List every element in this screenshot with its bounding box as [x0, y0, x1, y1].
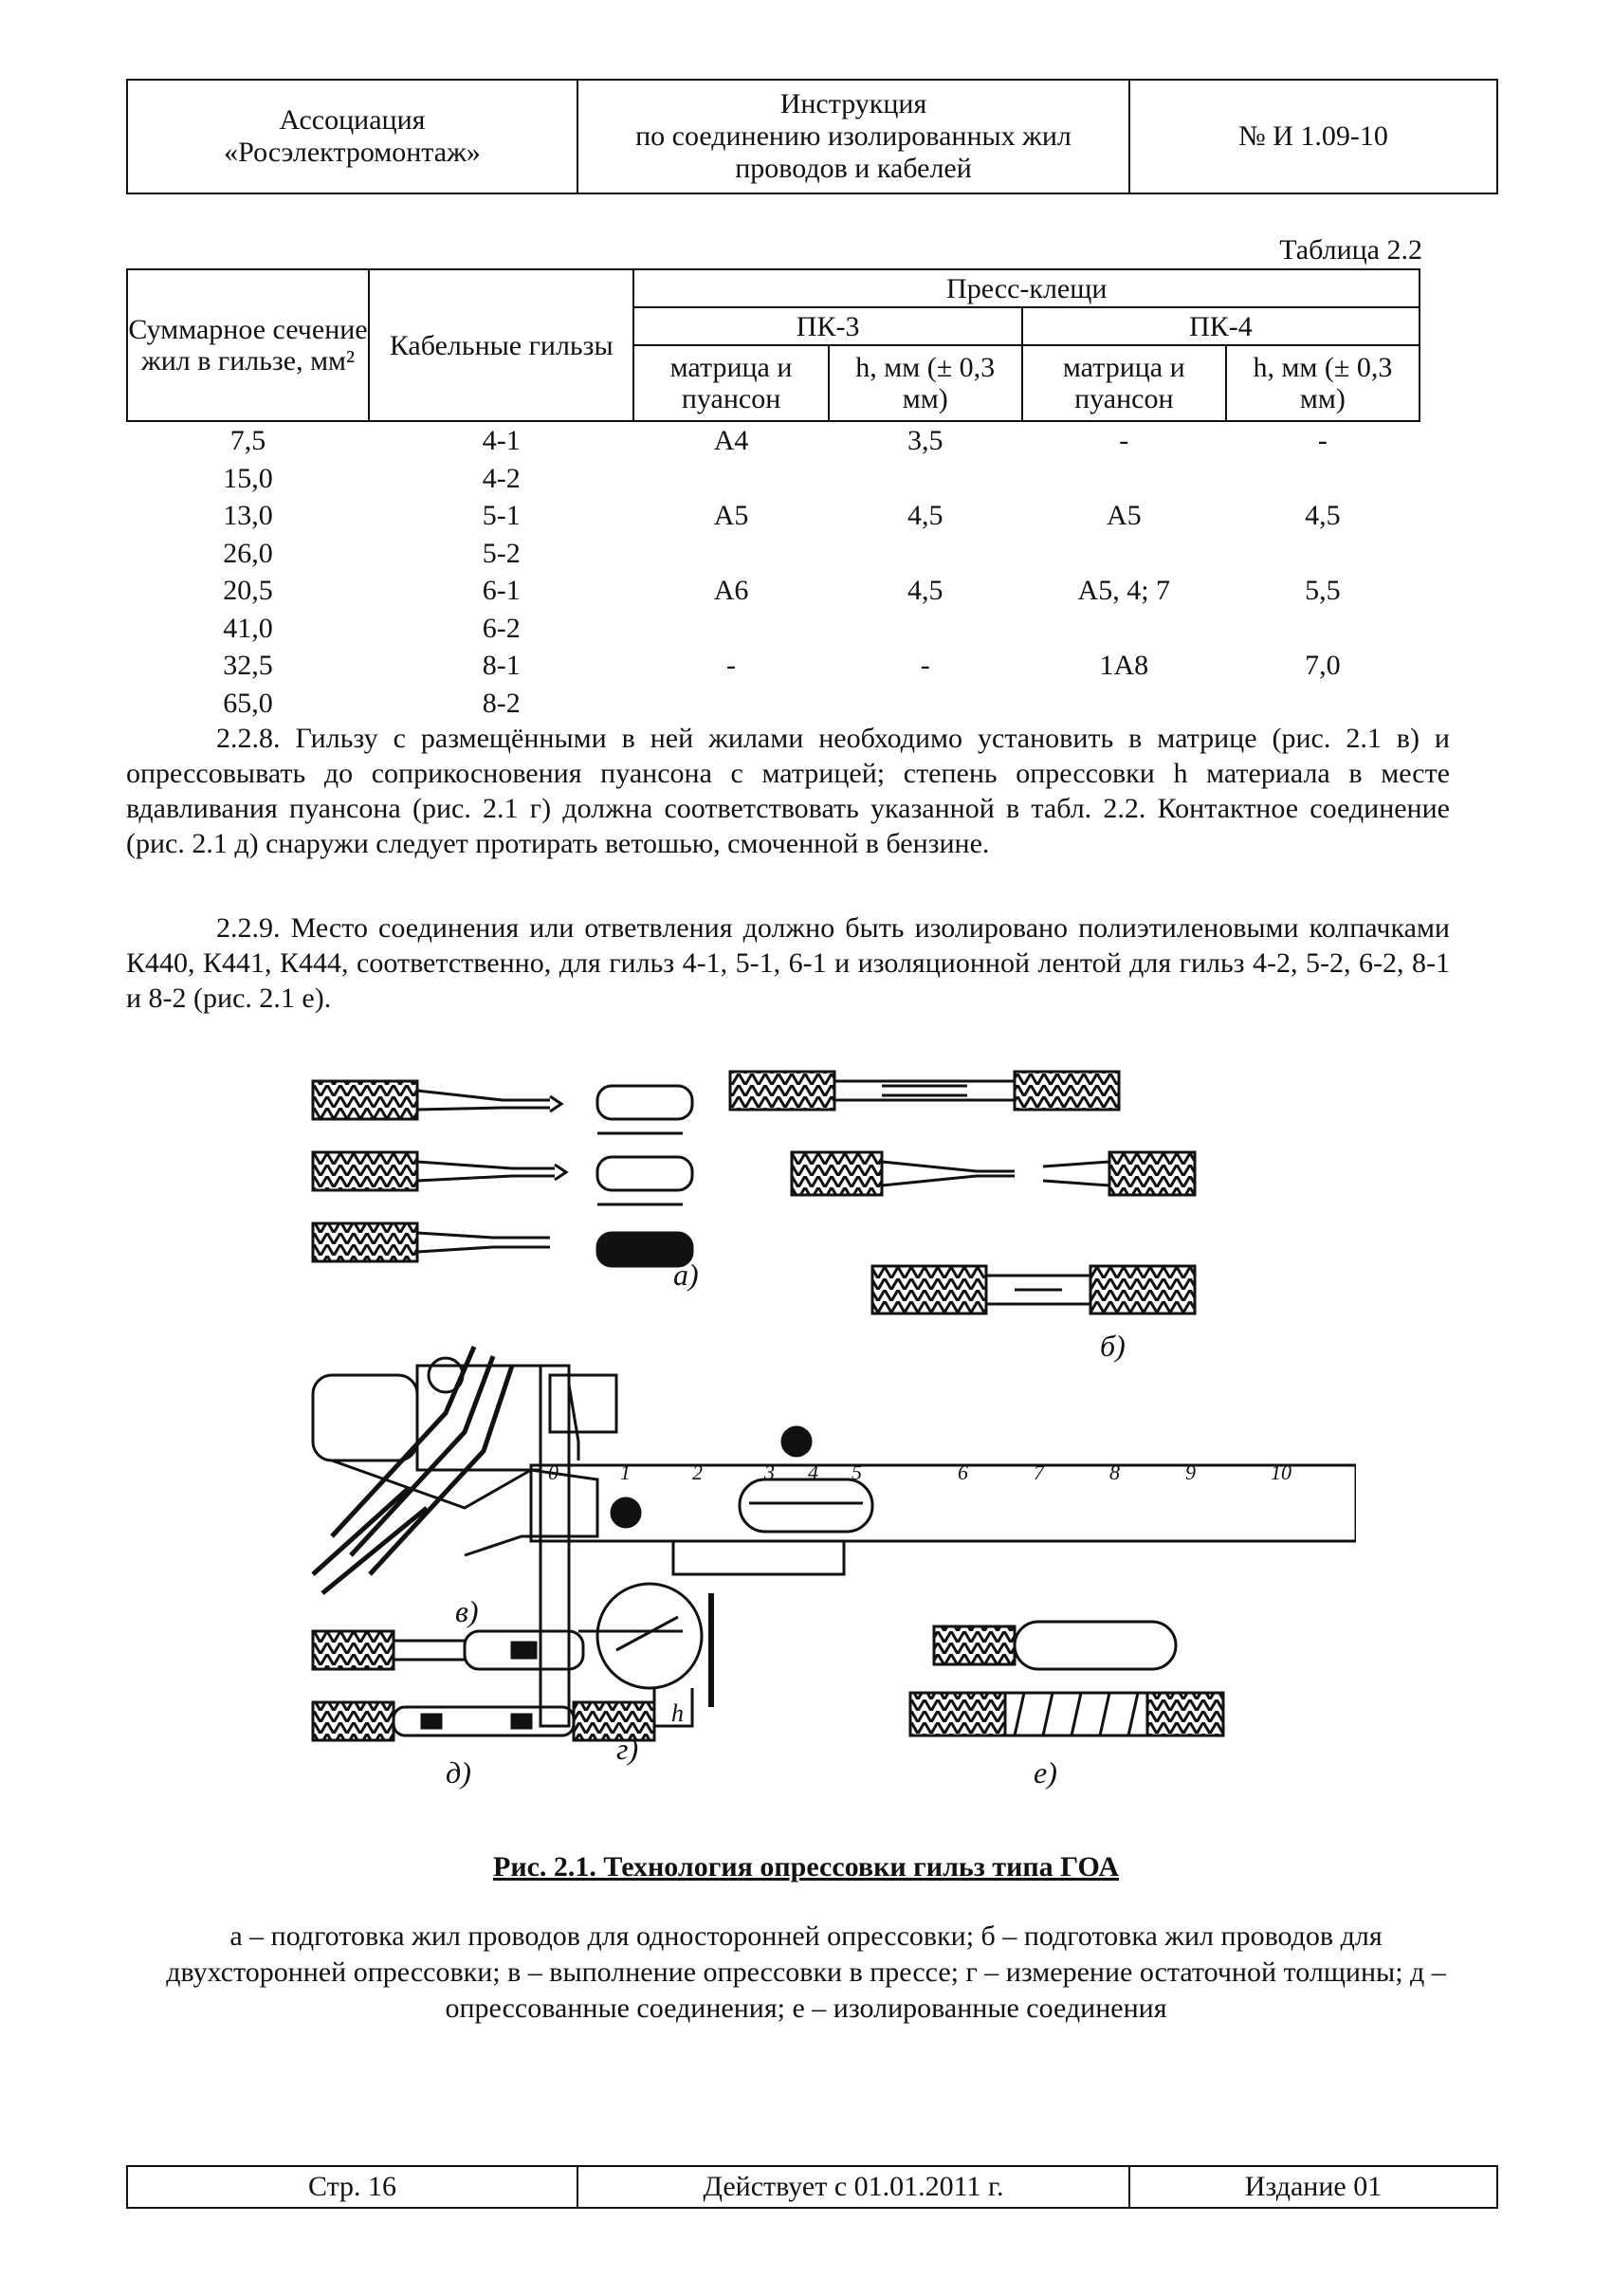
cell: 6-1	[482, 575, 521, 607]
cell	[1226, 610, 1420, 648]
cell: 20,5	[223, 575, 273, 607]
cell	[1226, 685, 1420, 723]
org-line-2: «Росэлектромонтаж»	[224, 137, 481, 168]
doc-number: № И 1.09-10	[1238, 120, 1388, 152]
cell	[1022, 535, 1226, 573]
cell	[1226, 535, 1420, 573]
cell: А5	[713, 500, 749, 532]
cell: 4-2	[482, 462, 521, 494]
title-line-2: по соединению изолированных жил	[635, 120, 1072, 152]
cell	[1022, 460, 1226, 498]
label-e: е)	[1034, 1755, 1057, 1790]
cell	[829, 685, 1022, 723]
cell: 4,5	[1305, 500, 1341, 532]
cell: -	[1317, 425, 1328, 457]
cell: 8-1	[482, 650, 521, 682]
paragraph-2-2-9	[126, 910, 1450, 1016]
cell: 4,5	[907, 500, 943, 532]
cell: 1А8	[1099, 650, 1149, 682]
cell: 65,0	[223, 687, 273, 719]
scale-number: 6	[958, 1460, 968, 1484]
footer-valid-from: Действует с 01.01.2011 г.	[578, 2167, 1130, 2207]
label-b: б)	[1100, 1329, 1126, 1363]
cell: 15,0	[223, 462, 273, 494]
paragraph-text: 2.2.8. Гильзу с размещёнными в ней жилами необходимо установить в матрице (рис. 2.1 в) и опрессовывать до соприкосновения пуансона с матрицей; степень опрессовки h материала в месте вдавливания пуансона (рис. 2.1 г) должна соответствовать указанной в табл. 2.2. Контактное соединение (рис. 2.1 д) снаружи следует протирать ветошью, смоченной в бензине.	[126, 723, 1450, 859]
col-header-gilzy: Кабельные гильзы	[369, 269, 633, 421]
cell: 4-1	[482, 425, 521, 457]
col-header-matrix-pk4: матрица и пуансон	[1022, 345, 1226, 421]
title-line-3: проводов и кабелей	[735, 153, 972, 184]
table-caption: Таблица 2.2	[1279, 234, 1422, 266]
table-row	[127, 497, 1420, 535]
cell	[633, 535, 828, 573]
table-row	[127, 572, 1420, 610]
cell: 41,0	[223, 612, 273, 644]
footer-page: Стр. 16	[128, 2167, 578, 2207]
paragraph-text: 2.2.9. Место соединения или ответвления должно быть изолировано полиэтиленовыми колпачками К440, К441, К444, соответственно, для гильз 4-1, 5-1, 6-1 и изоляционной лентой для гильз 4-2, 5-2, 6-2, 8-1 и 8-2 (рис. 2.1 е).	[126, 912, 1450, 1014]
scale-number: 7	[1034, 1460, 1044, 1484]
table-row	[127, 647, 1420, 685]
cell: 13,0	[223, 500, 273, 532]
col-header-pk4: ПК-4	[1022, 307, 1420, 345]
paragraph-2-2-8	[126, 721, 1450, 861]
cell: 8-2	[482, 687, 521, 719]
col-header-press: Пресс-клещи	[633, 269, 1420, 307]
scale-number: 10	[1271, 1460, 1291, 1484]
cell: А4	[713, 425, 749, 457]
cell: -	[726, 650, 737, 682]
label-a: а)	[673, 1258, 699, 1292]
header-organization	[128, 81, 578, 193]
col-header-pk3: ПК-3	[633, 307, 1021, 345]
cell: А5	[1106, 500, 1142, 532]
cell	[1022, 685, 1226, 723]
cell	[633, 685, 828, 723]
cell: -	[920, 650, 930, 682]
wire-prep-a	[313, 1081, 692, 1266]
header-title	[578, 81, 1130, 193]
cell: 7,0	[1305, 650, 1341, 682]
cell: А5, 4; 7	[1077, 575, 1171, 607]
scale-number: 5	[852, 1460, 862, 1484]
cell: 26,0	[223, 537, 273, 569]
table-row	[127, 460, 1420, 498]
label-d: д)	[446, 1755, 471, 1790]
cell: 5-2	[482, 537, 521, 569]
table-row	[127, 421, 1420, 460]
label-g: г)	[616, 1732, 639, 1766]
cell: 6-2	[482, 612, 521, 644]
scale-number: 4	[808, 1460, 818, 1484]
cell: А6	[713, 575, 749, 607]
cell: 32,5	[223, 650, 273, 682]
label-v: в)	[455, 1594, 479, 1628]
figure-crimping-illustration	[294, 1062, 1356, 1821]
cell: 5,5	[1305, 575, 1341, 607]
cell	[829, 535, 1022, 573]
crimp-press-v	[313, 1347, 640, 1593]
cell	[633, 610, 828, 648]
figure-description: а – подготовка жил проводов для односторонней опрессовки; б – подготовка жил проводов для двухсторонней опрессовки; в – выполнение опрессовки в прессе; г – измерение остаточной толщины; д – опрессованные соединения; е – изолированные соединения	[166, 1920, 1446, 2024]
cell: 7,5	[229, 425, 266, 457]
cell: 5-1	[482, 500, 521, 532]
cell	[829, 460, 1022, 498]
org-line-1: Ассоциация	[279, 104, 426, 136]
scale-number: 9	[1185, 1460, 1196, 1484]
table-row	[127, 685, 1420, 723]
col-header-sum: Суммарное сечение жил в гильзе, мм²	[127, 269, 369, 421]
scale-number: 3	[764, 1460, 775, 1484]
cell	[633, 460, 828, 498]
document-header	[126, 79, 1498, 194]
col-header-matrix-pk3: матрица и пуансон	[633, 345, 828, 421]
cell: 4,5	[907, 575, 943, 607]
col-header-h-pk4: h, мм (± 0,3 мм)	[1226, 345, 1420, 421]
cell	[1226, 460, 1420, 498]
scale-number: 2	[692, 1460, 703, 1484]
cell: -	[1119, 425, 1129, 457]
scale-number: 1	[620, 1460, 631, 1484]
cell	[829, 610, 1022, 648]
scale-number: 8	[1109, 1460, 1120, 1484]
cell: 3,5	[907, 425, 943, 457]
scale-number: 0	[548, 1460, 559, 1484]
caliper-g	[531, 1366, 1356, 1726]
insulated-joints-e	[910, 1622, 1223, 1736]
label-h: h	[671, 1699, 684, 1727]
document-footer	[126, 2165, 1498, 2209]
cell	[1022, 610, 1226, 648]
table-row	[127, 535, 1420, 573]
footer-edition: Издание 01	[1244, 2171, 1383, 2202]
table-row	[127, 610, 1420, 648]
crimp-table	[126, 268, 1420, 722]
title-line-1: Инструкция	[779, 88, 927, 119]
header-doc-number	[1130, 81, 1496, 193]
col-header-h-pk3: h, мм (± 0,3 мм)	[829, 345, 1022, 421]
figure-caption: Рис. 2.1. Технология опрессовки гильз типа ГОА	[493, 1851, 1119, 1883]
wire-prep-b	[730, 1072, 1195, 1313]
